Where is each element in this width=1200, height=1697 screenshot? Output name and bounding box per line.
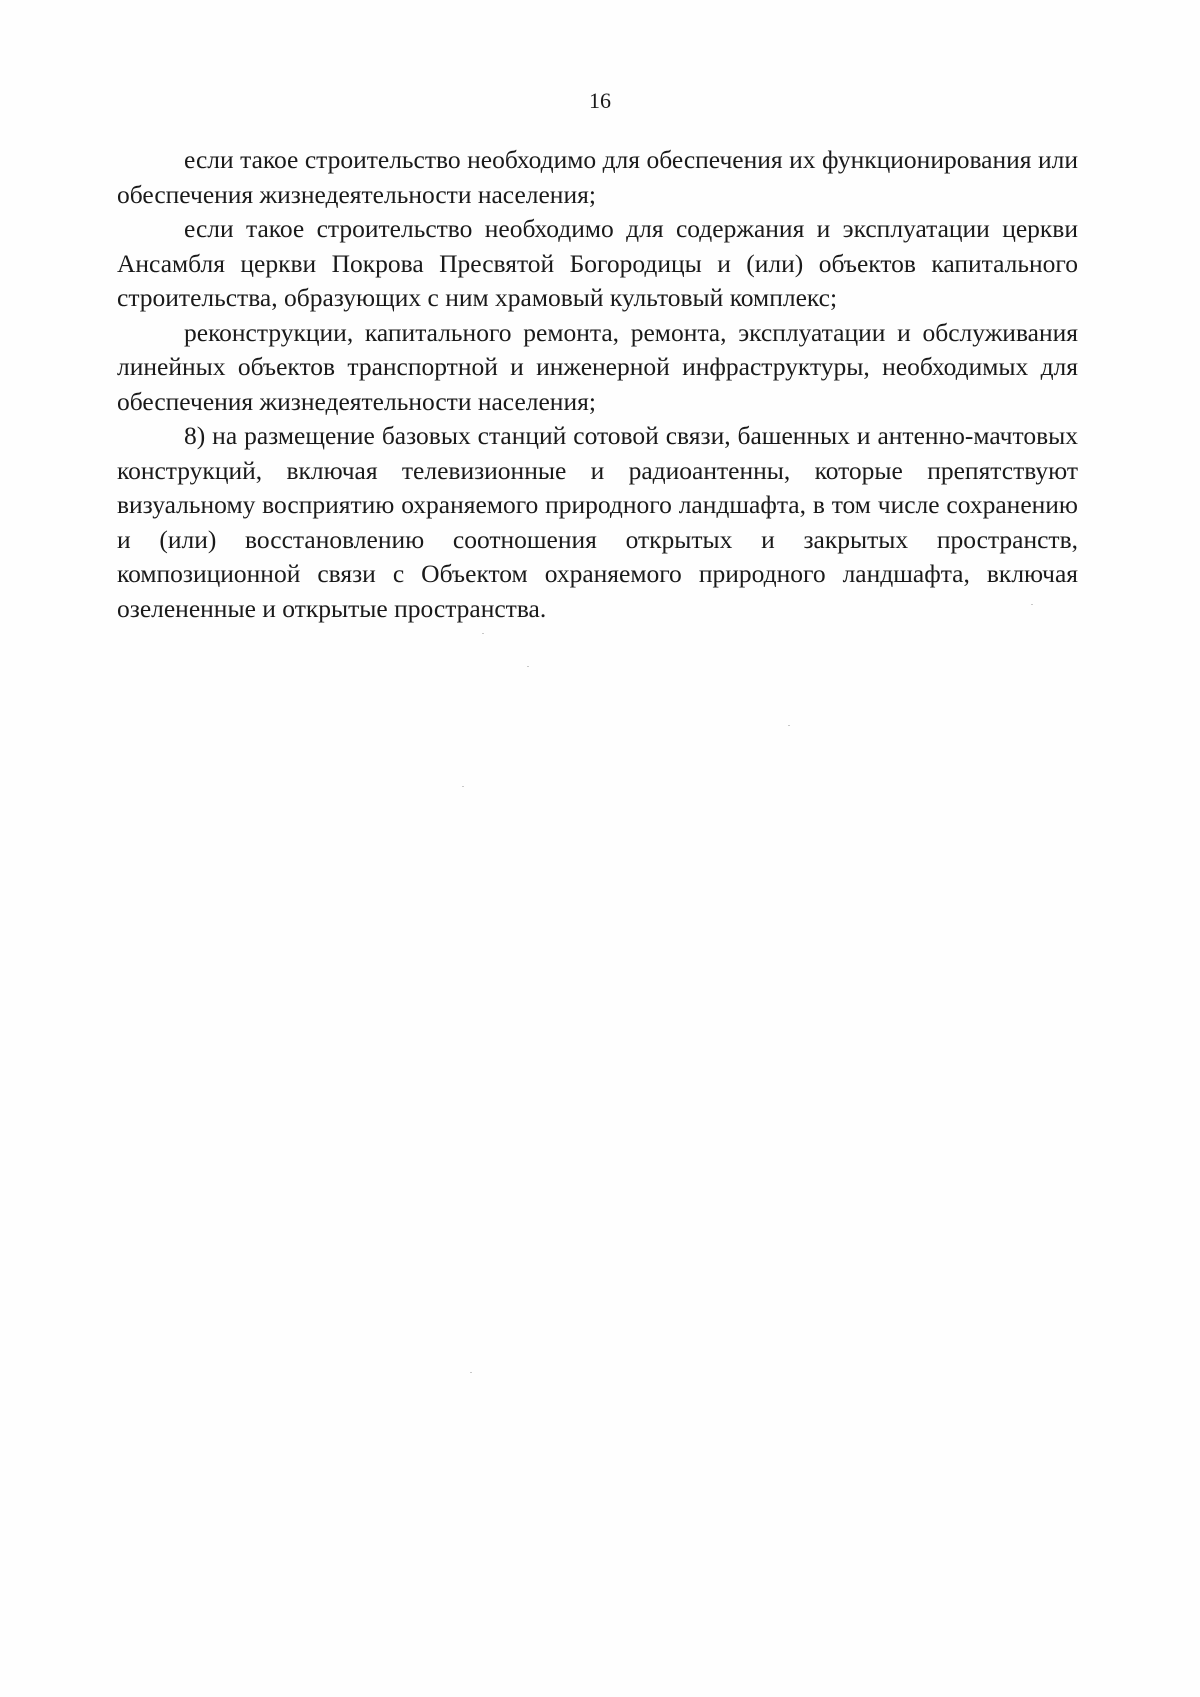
paragraph-4: 8) на размещение базовых станций сотовой связи, башенных и антенно-мачтовых конструкций, включая телевизионные и радиоантенны, которые препятствуют визуальному восприятию охраняемого природного ландшафта, в том числе сохранению и (или) восстановлению соотношения открытых и закрытых пространств, композиционной связи с Объектом охраняемого природного ландшафта, включая озелененные и открытые пространства.: [117, 421, 1078, 623]
scan-speck: [470, 1372, 472, 1373]
page-number: 16: [589, 88, 611, 113]
scan-speck: [1031, 604, 1033, 605]
paragraph-3: реконструкции, капитального ремонта, ремонта, эксплуатации и обслуживания линейных объектов транспортной и инженерной инфраструктуры, необходимых для обеспечения жизнедеятельности населения;: [117, 317, 1078, 416]
scan-speck: [788, 725, 790, 726]
scan-speck: [482, 633, 484, 634]
document-body: [117, 143, 1078, 626]
scan-speck: [462, 786, 464, 787]
paragraph-2: если такое строительство необходимо для содержания и эксплуатации церкви Ансамбля церкви Покрова Пресвятой Богородицы и (или) объектов капитального строительства, образующих с ним храмовый культовый комплекс;: [117, 214, 1078, 312]
scan-speck: [527, 666, 529, 667]
paragraph-1: если такое строительство необходимо для обеспечения их функционирования или обеспечения жизнедеятельности населения;: [117, 145, 1078, 209]
